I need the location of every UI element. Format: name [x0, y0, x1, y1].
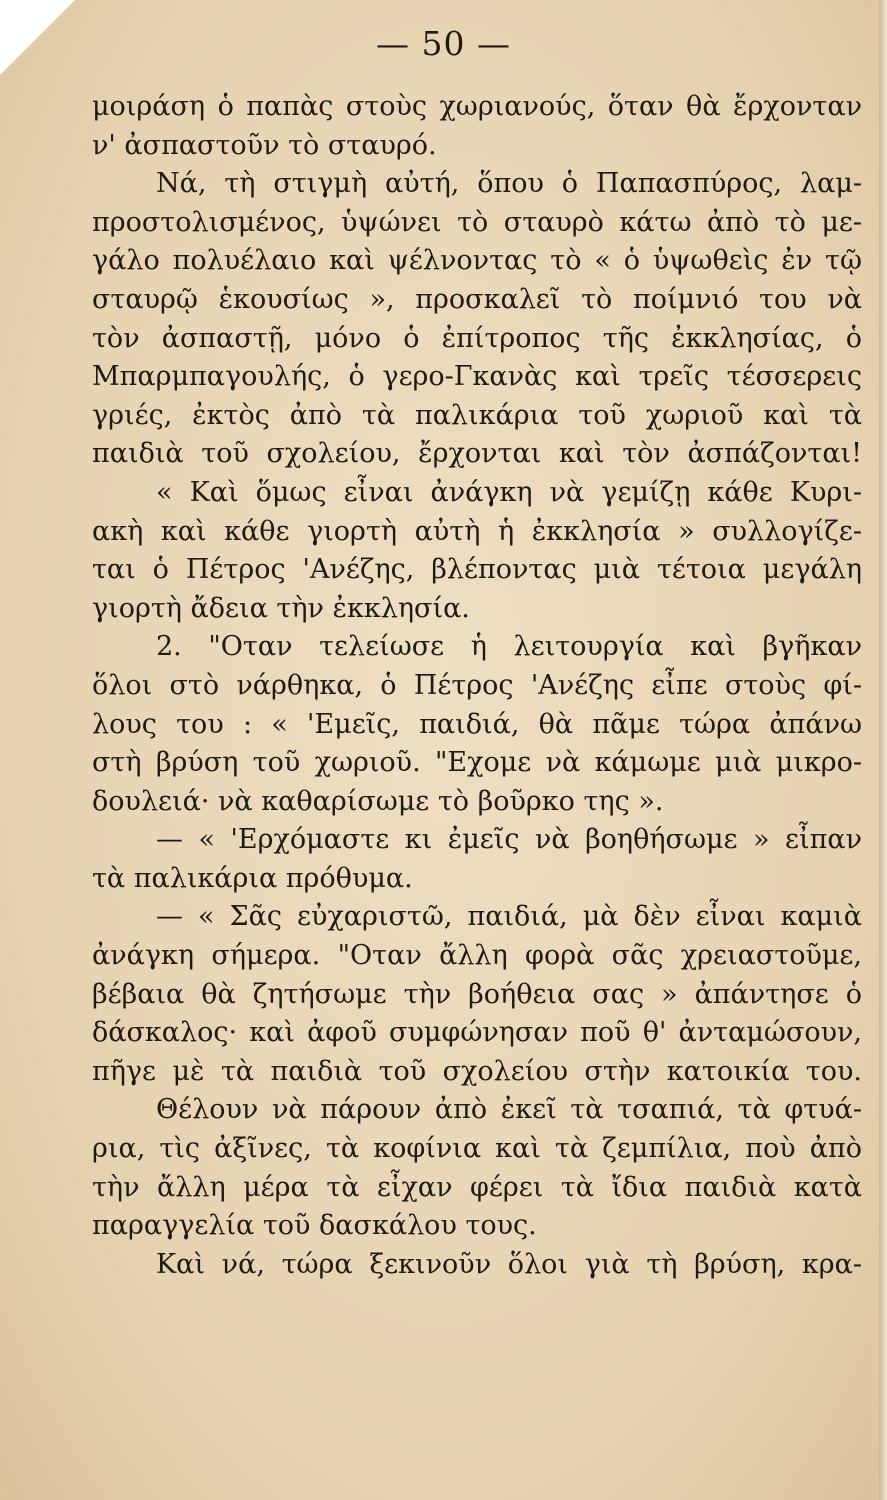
text-line: ἀνάγκη σήμερα. "Οταν ἄλλη φορὰ σᾶς χρειαστοῦμε,	[92, 940, 862, 972]
page-edge	[879, 0, 887, 1500]
text-line: γάλο πολυέλαιο καὶ ψέλνοντας τὸ « ὁ ὑψωθεὶς ἐν τῷ	[92, 245, 862, 277]
text-line: λους του : « 'Εμεῖς, παιδιά, θὰ πᾶμε τώρα ἀπάνω	[92, 708, 862, 740]
text-line: δουλειά· νὰ καθαρίσωμε τὸ βοῦρκο της ».	[92, 785, 664, 817]
text-line: στὴ βρύση τοῦ χωριοῦ. "Εχομε νὰ κάμωμε μιὰ μικρο-	[92, 747, 862, 779]
body-text	[92, 88, 862, 1284]
text-line: γιορτὴ ἄδεια τὴν ἐκκλησία.	[92, 592, 470, 624]
text-line: — « Σᾶς εὐχαριστῶ, παιδιά, μὰ δὲν εἶναι καμιὰ	[156, 901, 862, 933]
text-line: τὰ παλικάρια πρόθυμα.	[92, 862, 413, 894]
text-line: τὴν ἄλλη μέρα τὰ εἶχαν φέρει τὰ ἴδια παιδιὰ κατὰ	[92, 1171, 862, 1203]
text-line: βέβαια θὰ ζητήσωμε τὴν βοήθεια σας » ἀπάντησε ὁ	[92, 978, 862, 1010]
text-line: παραγγελία τοῦ δασκάλου τους.	[92, 1210, 537, 1242]
text-line: μοιράση ὁ παπὰς στοὺς χωριανούς, ὅταν θὰ ἔρχονταν	[92, 91, 862, 122]
text-line: « Καὶ ὅμως εἶναι ἀνάγκη νὰ γεμίζῃ κάθε Κυρι-	[156, 476, 862, 508]
page-number: — 50 —	[376, 24, 511, 63]
text-line: Νά, τὴ στιγμὴ αὐτή, ὅπου ὁ Παπασπύρος, λαμ-	[156, 168, 862, 200]
text-line: Θέλουν νὰ πάρουν ἀπὸ ἐκεῖ τὰ τσαπιά, τὰ φτυά-	[156, 1094, 862, 1126]
text-line: Μπαρμπαγουλής, ὁ γερο-Γκανὰς καὶ τρεῖς τέσσερεις	[92, 361, 862, 393]
text-line: γριές, ἐκτὸς ἀπὸ τὰ παλικάρια τοῦ χωριοῦ καὶ τὰ	[92, 399, 862, 431]
text-line: 2. "Οταν τελείωσε ἡ λειτουργία καὶ βγῆκαν	[156, 631, 862, 663]
text-line: δάσκαλος· καὶ ἀφοῦ συμφώνησαν ποῦ θ' ἀνταμώσουν,	[92, 1017, 862, 1049]
text-line: ὅλοι στὸ νάρθηκα, ὁ Πέτρος 'Ανέζης εἶπε στοὺς φί-	[92, 669, 862, 701]
text-line: ν' ἀσπαστοῦν τὸ σταυρό.	[92, 129, 437, 161]
text-line: πῆγε μὲ τὰ παιδιὰ τοῦ σχολείου στὴν κατοικία του.	[92, 1055, 862, 1087]
text-line: ακὴ καὶ κάθε γιορτὴ αὐτὴ ἡ ἐκκλησία » συλλογίζε-	[92, 515, 862, 547]
text-line: σταυρῷ ἑκουσίως », προσκαλεῖ τὸ ποίμνιό του νὰ	[92, 283, 862, 315]
text-line: τὸν ἀσπαστῇ, μόνο ὁ ἐπίτροπος τῆς ἐκκλησίας, ὁ	[92, 322, 862, 354]
text-line: Καὶ νά, τώρα ξεκινοῦν ὅλοι γιὰ τὴ βρύση, κρα-	[156, 1248, 862, 1280]
text-line: ται ὁ Πέτρος 'Ανέζης, βλέποντας μιὰ τέτοια μεγάλη	[92, 554, 862, 586]
text-line: — « 'Ερχόμαστε κι ἐμεῖς νὰ βοηθήσωμε » εἶπαν	[156, 824, 862, 856]
text-line: ρια, τὶς ἀξῖνες, τὰ κοφίνια καὶ τὰ ζεμπίλια, ποὺ ἀπὸ	[92, 1133, 862, 1165]
text-line: παιδιὰ τοῦ σχολείου, ἔρχονται καὶ τὸν ἀσπάζονται!	[92, 438, 862, 470]
text-line: προστολισμένος, ὑψώνει τὸ σταυρὸ κάτω ἀπὸ τὸ με-	[92, 206, 862, 238]
